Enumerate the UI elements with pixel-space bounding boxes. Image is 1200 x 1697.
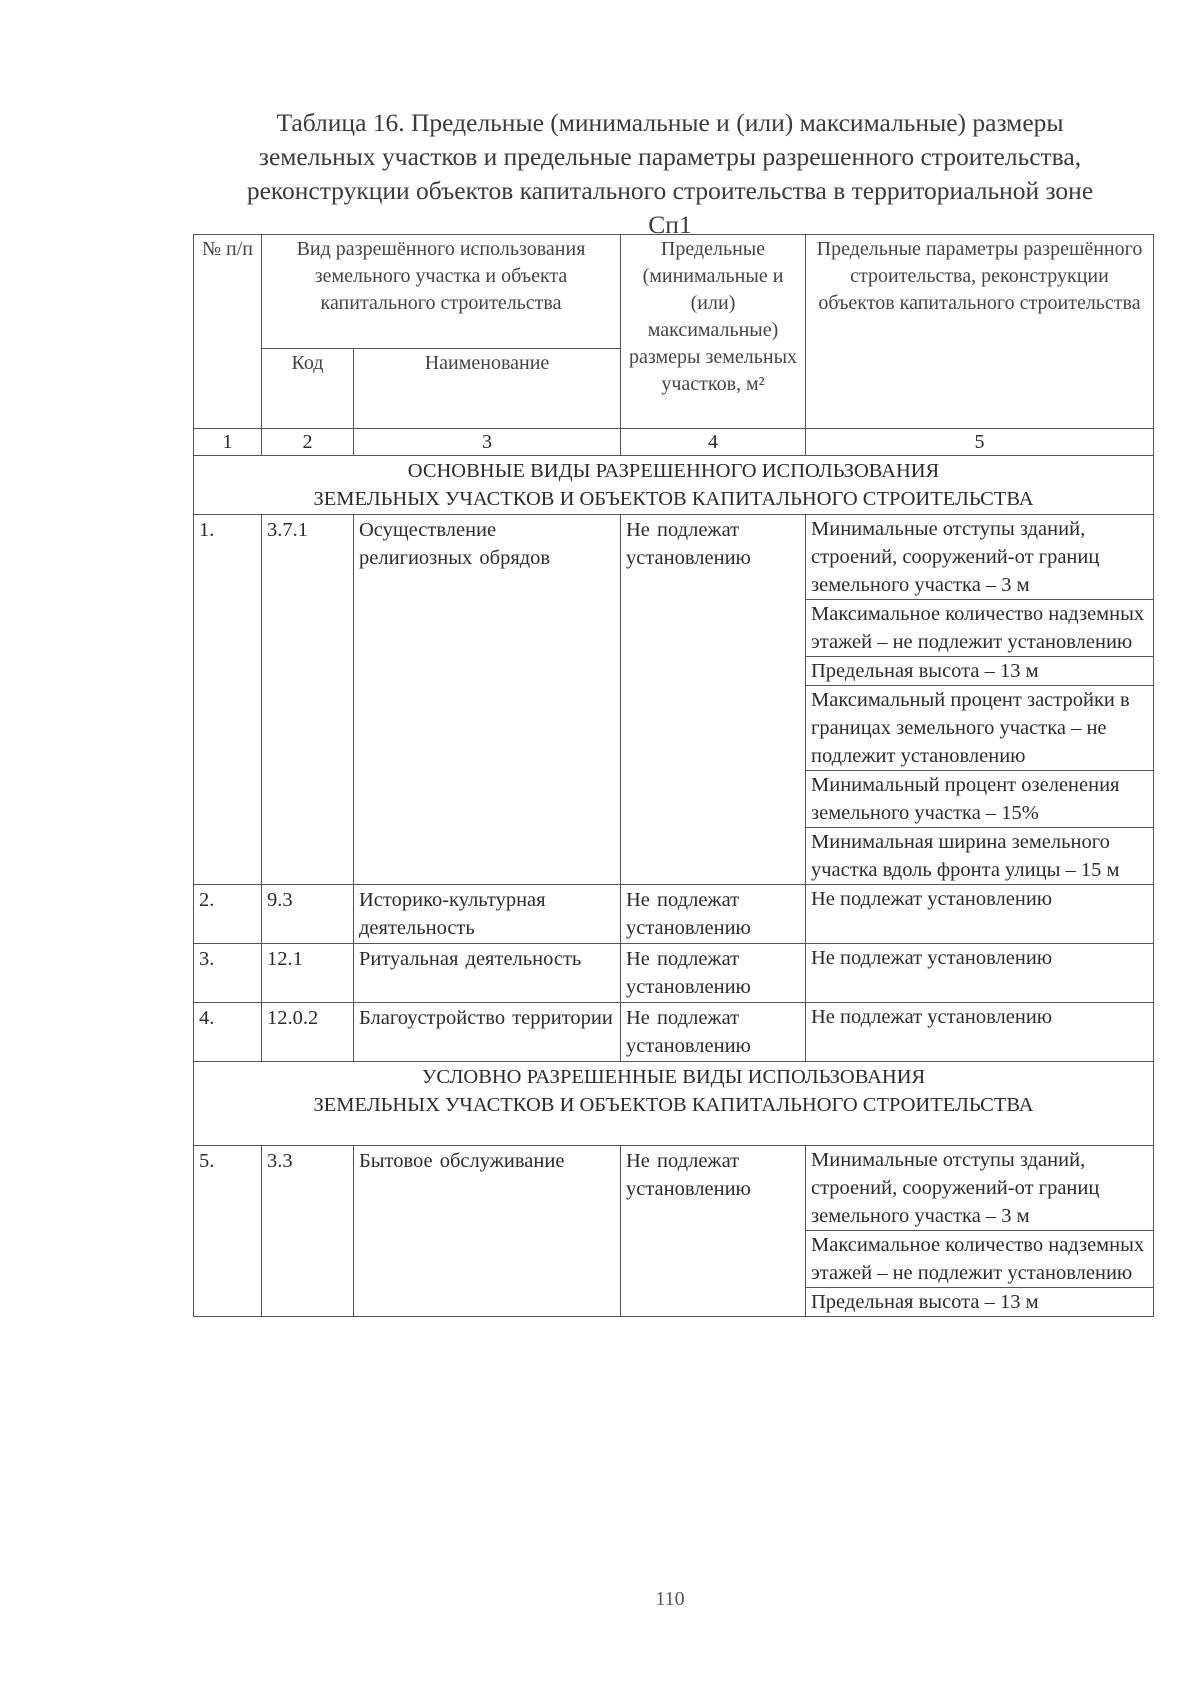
row-code: 12.1 [262,944,354,1003]
header-num: № п/п [194,235,262,429]
group-heading-line: ОСНОВНЫЕ ВИДЫ РАЗРЕШЕННОГО ИСПОЛЬЗОВАНИЯ [407,460,940,482]
conditional-rows [194,1146,1154,1317]
col-number: 3 [354,429,621,456]
row-name: Бытовое обслуживание [354,1146,621,1317]
header-params: Предельные параметры разрешённого строительства, реконструкции объектов капитального строительства [806,235,1154,429]
row-param: Минимальные отступы зданий, строений, сооружений-от границ земельного участка – 3 м [806,515,1154,600]
row-code: 9.3 [262,885,354,944]
row-name: Осуществление религиозных обрядов [354,515,621,885]
row-param: Минимальный процент озеленения земельного участка – 15% [806,771,1154,828]
main-rows [194,515,1154,1062]
table-row [194,1146,1154,1231]
row-param: Не подлежат установлению [806,944,1154,1003]
table-row [194,944,1154,1003]
group-heading-row [194,456,1154,515]
row-size: Не подлежат установлению [621,1003,806,1062]
header-sizes: Предельные (минимальные и (или) максимальные) размеры земельных участков, м² [621,235,806,429]
row-param: Максимальный процент застройки в границах земельного участка – не подлежит установлению [806,686,1154,771]
header-name: Наименование [354,349,621,429]
row-code: 3.7.1 [262,515,354,885]
col-number: 5 [806,429,1154,456]
page-number: 110 [655,1588,685,1610]
table-row [194,1003,1154,1062]
row-param: Не подлежат установлению [806,885,1154,944]
row-number: 5. [194,1146,262,1317]
row-code: 3.3 [262,1146,354,1317]
row-size: Не подлежат установлению [621,885,806,944]
row-param: Максимальное количество надземных этажей – не подлежит установлению [806,1231,1154,1288]
group-heading-conditional [194,1062,1154,1146]
parameters-table [193,234,1154,1317]
group-heading-line: ЗЕМЕЛЬНЫХ УЧАСТКОВ И ОБЪЕКТОВ КАПИТАЛЬНОГО СТРОИТЕЛЬСТВА [313,488,1034,510]
group-heading-line: УСЛОВНО РАЗРЕШЕННЫЕ ВИДЫ ИСПОЛЬЗОВАНИЯ [421,1066,926,1088]
col-number: 2 [262,429,354,456]
row-param: Предельная высота – 13 м [806,1288,1154,1317]
row-name: Благоустройство территории [354,1003,621,1062]
table-row [194,515,1154,600]
row-name: Ритуальная деятельность [354,944,621,1003]
column-numbers-row [194,429,1154,456]
caption-line: Сп1 [648,210,692,239]
group-heading-main [194,456,1154,515]
row-param: Не подлежат установлению [806,1003,1154,1062]
group-heading-line: ЗЕМЕЛЬНЫХ УЧАСТКОВ И ОБЪЕКТОВ КАПИТАЛЬНОГО СТРОИТЕЛЬСТВА [313,1094,1034,1116]
row-param: Минимальная ширина земельного участка вдоль фронта улицы – 15 м [806,828,1154,885]
col-number: 4 [621,429,806,456]
row-param: Максимальное количество надземных этажей – не подлежит установлению [806,600,1154,657]
caption-line: земельных участков и предельные параметры разрешенного строительства, [258,142,1082,171]
row-number: 4. [194,1003,262,1062]
row-name: Историко-культурная деятельность [354,885,621,944]
table-caption [190,106,1150,242]
caption-line: реконструкции объектов капитального строительства в территориальной зоне [246,176,1094,205]
row-size: Не подлежат установлению [621,1146,806,1317]
row-param: Минимальные отступы зданий, строений, сооружений-от границ земельного участка – 3 м [806,1146,1154,1231]
group-heading-row [194,1062,1154,1146]
row-size: Не подлежат установлению [621,515,806,885]
col-number: 1 [194,429,262,456]
row-param: Предельная высота – 13 м [806,657,1154,686]
header-kind: Вид разрешённого использования земельного участка и объекта капитального строительства [262,235,621,349]
table-row [194,885,1154,944]
row-number: 3. [194,944,262,1003]
row-size: Не подлежат установлению [621,944,806,1003]
header-code: Код [262,349,354,429]
row-number: 1. [194,515,262,885]
row-number: 2. [194,885,262,944]
row-code: 12.0.2 [262,1003,354,1062]
caption-line: Таблица 16. Предельные (минимальные и (или) максимальные) размеры [276,108,1064,137]
